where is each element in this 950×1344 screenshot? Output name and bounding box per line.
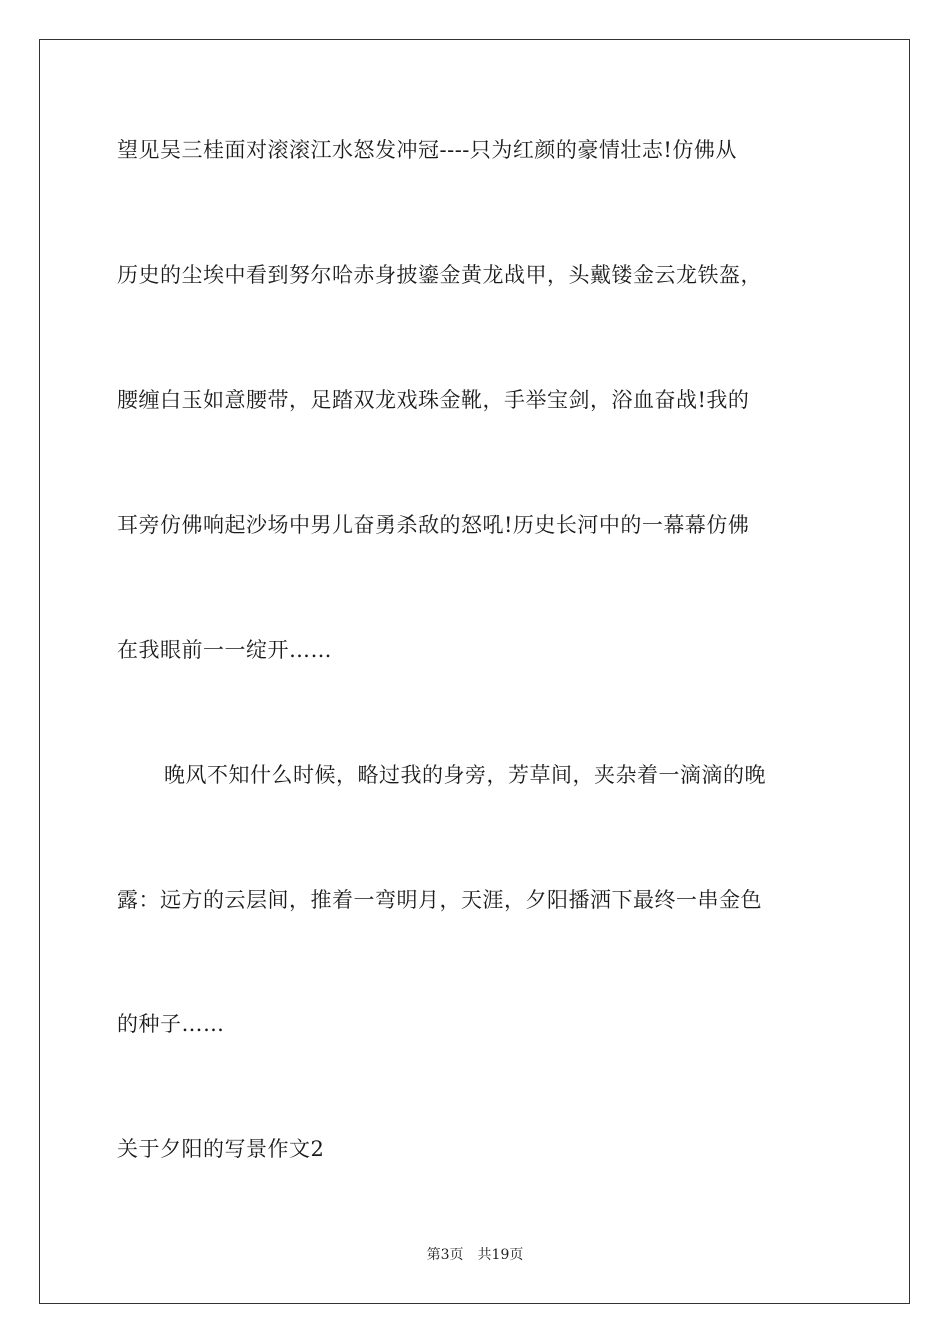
paragraph-line: 望见吴三桂面对滚滚江水怒发冲冠----只为红颜的豪情壮志!仿佛从 — [117, 138, 737, 162]
paragraph-line: 耳旁仿佛响起沙场中男儿奋勇杀敌的怒吼!历史长河中的一幕幕仿佛 — [117, 513, 750, 537]
paragraph-line: 历史的尘埃中看到努尔哈赤身披鎏金黄龙战甲，头戴镂金云龙铁盔， — [117, 263, 762, 287]
paragraph-line: 晚风不知什么时候，略过我的身旁，芳草间，夹杂着一滴滴的晚 — [164, 763, 766, 787]
paragraph-line: 露：远方的云层间，推着一弯明月，天涯，夕阳播洒下最终一串金色 — [117, 888, 762, 912]
page-footer — [0, 1247, 950, 1263]
page-total: 共19页 — [477, 1247, 524, 1263]
section-heading: 关于夕阳的写景作文2 — [117, 1137, 325, 1161]
paragraph-line: 腰缠白玉如意腰带，足踏双龙戏珠金靴，手举宝剑，浴血奋战!我的 — [117, 388, 750, 412]
paragraph-line: 在我眼前一一绽开…… — [117, 638, 332, 662]
page-number: 第3页 — [426, 1247, 464, 1263]
paragraph-line: 的种子…… — [117, 1012, 225, 1036]
page-border — [39, 39, 910, 1304]
